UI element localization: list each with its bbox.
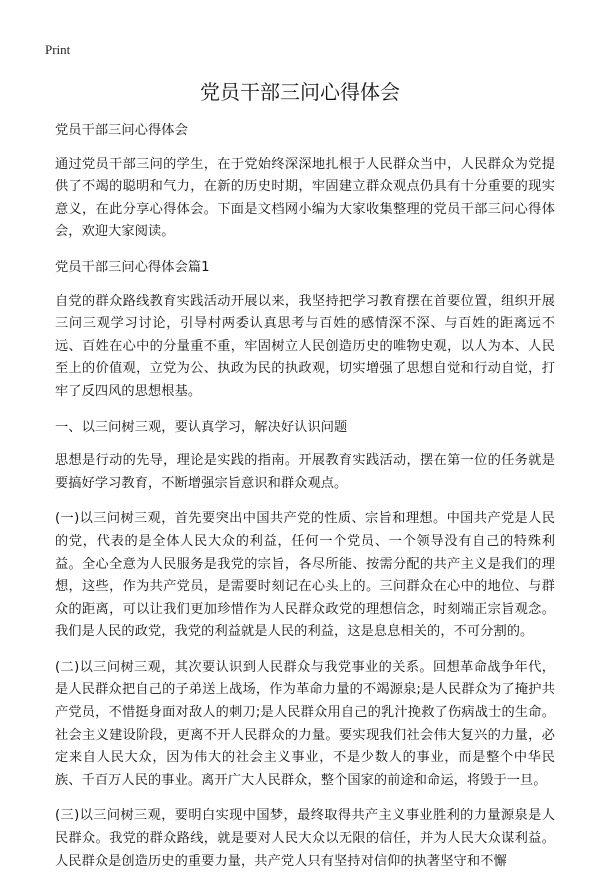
section-paragraph: 自党的群众路线教育实践活动开展以来，我坚持把学习教育摆在首要位置，组织开展三问三观学习讨论，引导村两委认真思考与百姓的感情深不深、与百姓的距离远不远、百姓在心中的分量重不重，牢固树立人民创造历史的唯物史观，以人为本、人民至上的价值观，立党为公、执政为民的执政观，切实增强了思想自觉和行动自觉，打牢了反四风的思想根基。 xyxy=(55,293,555,399)
article-subtitle: 党员干部三问心得体会 xyxy=(55,123,188,138)
intro-paragraph: 通过党员干部三问的学生，在于党始终深深地扎根于人民群众当中，人民群众为党提供了不竭的聪明和气力，在新的历史时期，牢固建立群众观点仍具有十分重要的现实意义，在此分享心得体会。下面是文档网小编为大家收集整理的党员干部三问心得体会，欢迎大家阅读。 xyxy=(55,156,555,240)
part-heading: 一、以三问树三观，要认真学习，解决好认识问题 xyxy=(55,419,348,435)
section-heading: 党员干部三问心得体会篇1 xyxy=(55,259,210,275)
item-paragraph-3: (三)以三问树三观，要明白实现中国梦，最终取得共产主义事业胜利的力量源泉是人民群众。我党的群众路线，就是要对人民大众以无限的信任，并为人民大众谋利益。人民群众是创造历史的重要力量，共产党人只有坚持对信仰的执著坚守和不懈 xyxy=(55,808,555,869)
article-body xyxy=(55,120,555,886)
item-paragraph-2: (二)以三问树三观，其次要认识到人民群众与我党事业的关系。回想革命战争年代，是人民群众把自己的子弟送上战场，作为革命力量的不竭源泉;是人民群众为了掩护共产党员，不惜挺身面对敌人的刺刀;是人民群众用自己的乳汁挽救了伤病战士的生命。社会主义建设阶段，更离不开人民群众的力量。要实现我们社会伟大复兴的力量，必定来自人民大众，因为伟大的社会主义事业，不是少数人的事业，而是整个中华民族、千百万人民的事业。离开广大人民群众，整个国家的前途和命运，将毁于一旦。 xyxy=(55,659,555,788)
item-paragraph-1: (一)以三问树三观，首先要突出中国共产党的性质、宗旨和理想。中国共产党是人民的党，代表的是全体人民大众的利益，任何一个党员、一个领导没有自己的特殊利益。全心全意为人民服务是我党的宗旨，各尽所能、按需分配的共产主义是我们的理想，这些，作为共产党员，是需要时刻记在心头上的。三问群众在心中的地位、与群众的距离，可以让我们更加珍惜作为人民群众政党的理想信念，时刻端正宗旨观念。我们是人民的政党，我党的利益就是人民的利益，这是息息相关的，不可分割的。 xyxy=(55,511,555,640)
print-link[interactable]: Print xyxy=(45,42,71,57)
part-paragraph: 思想是行动的先导，理论是实践的指南。开展教育实践活动，摆在第一位的任务就是要搞好学习教育，不断增强宗旨意识和群众观点。 xyxy=(55,453,555,491)
page-title: 党员干部三问心得体会 xyxy=(200,80,400,104)
